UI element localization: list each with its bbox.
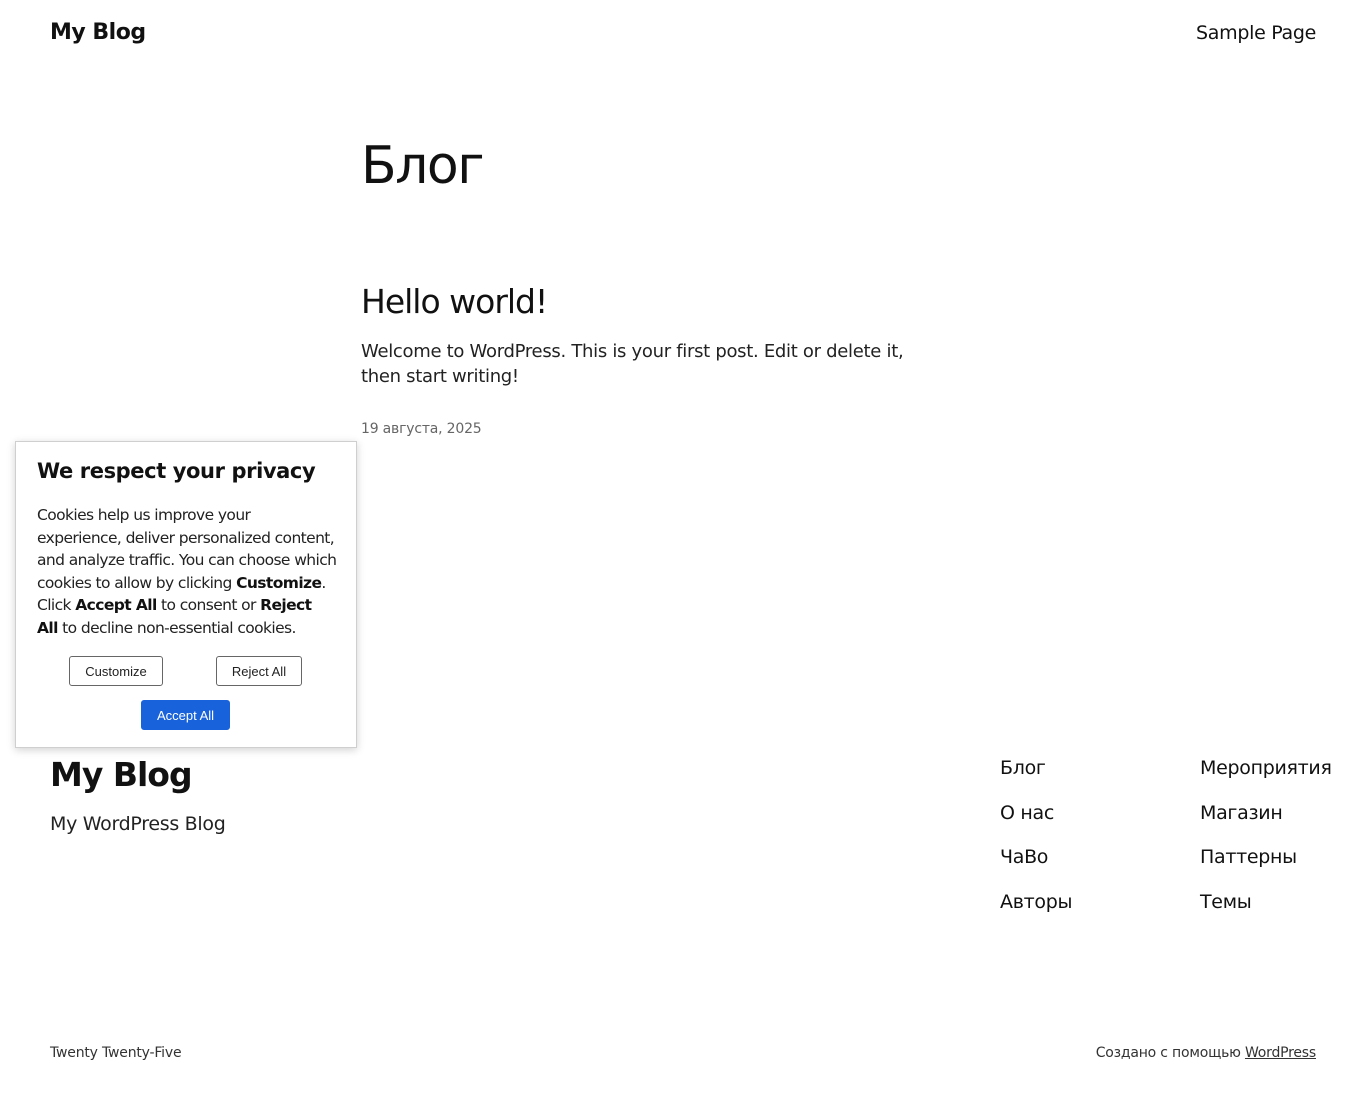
footer-nav-themes[interactable]: Темы: [1200, 890, 1252, 913]
footer-nav-column-1: [1000, 757, 1072, 935]
accept-all-button[interactable]: Accept All: [141, 700, 230, 730]
cookie-text-customize: Customize: [236, 573, 322, 592]
customize-button[interactable]: Customize: [69, 656, 163, 686]
cookie-consent-banner: [15, 441, 357, 748]
cookie-banner-text: Cookies help us improve your experience, deliver personalized content, and analyze traffic. You can choose which cookies to allow by clicking Customize. Click Accept All to consent or Reject All to decline non-essential cookies.: [37, 506, 337, 637]
footer-nav-faq[interactable]: ЧаВо: [1000, 846, 1049, 868]
site-title-link[interactable]: My Blog: [50, 20, 146, 45]
footer-tagline: My WordPress Blog: [50, 813, 226, 835]
footer-site-title-link[interactable]: My Blog: [50, 755, 192, 794]
nav-link-sample-page[interactable]: Sample Page: [1196, 22, 1316, 44]
footer-nav-blog[interactable]: Блог: [1000, 757, 1046, 779]
reject-all-button[interactable]: Reject All: [216, 656, 302, 686]
footer-nav-about[interactable]: О нас: [1000, 801, 1055, 824]
post-date: 19 августа, 2025: [361, 421, 482, 437]
footer-nav-patterns[interactable]: Паттерны: [1200, 846, 1297, 868]
footer-nav-column-2: [1200, 757, 1332, 935]
footer-nav-shop[interactable]: Магазин: [1200, 801, 1283, 824]
page-title: Блог: [361, 136, 484, 196]
post-excerpt: Welcome to WordPress. This is your first post. Edit or delete it, then start writing!: [361, 341, 904, 387]
cookie-banner-title: We respect your privacy: [37, 459, 316, 483]
wordpress-link[interactable]: WordPress: [1244, 1045, 1316, 1061]
footer-nav-events[interactable]: Мероприятия: [1200, 757, 1332, 779]
cookie-text-reject: Reject All: [37, 596, 312, 637]
powered-by-text: Создано с помощью: [1095, 1045, 1245, 1061]
cookie-text-accept: Accept All: [75, 596, 157, 614]
powered-by-credit: [1096, 1045, 1316, 1061]
theme-credit: Twenty Twenty-Five: [50, 1045, 182, 1061]
footer-nav-authors[interactable]: Авторы: [1000, 890, 1073, 913]
post-title-link[interactable]: Hello world!: [361, 282, 548, 321]
